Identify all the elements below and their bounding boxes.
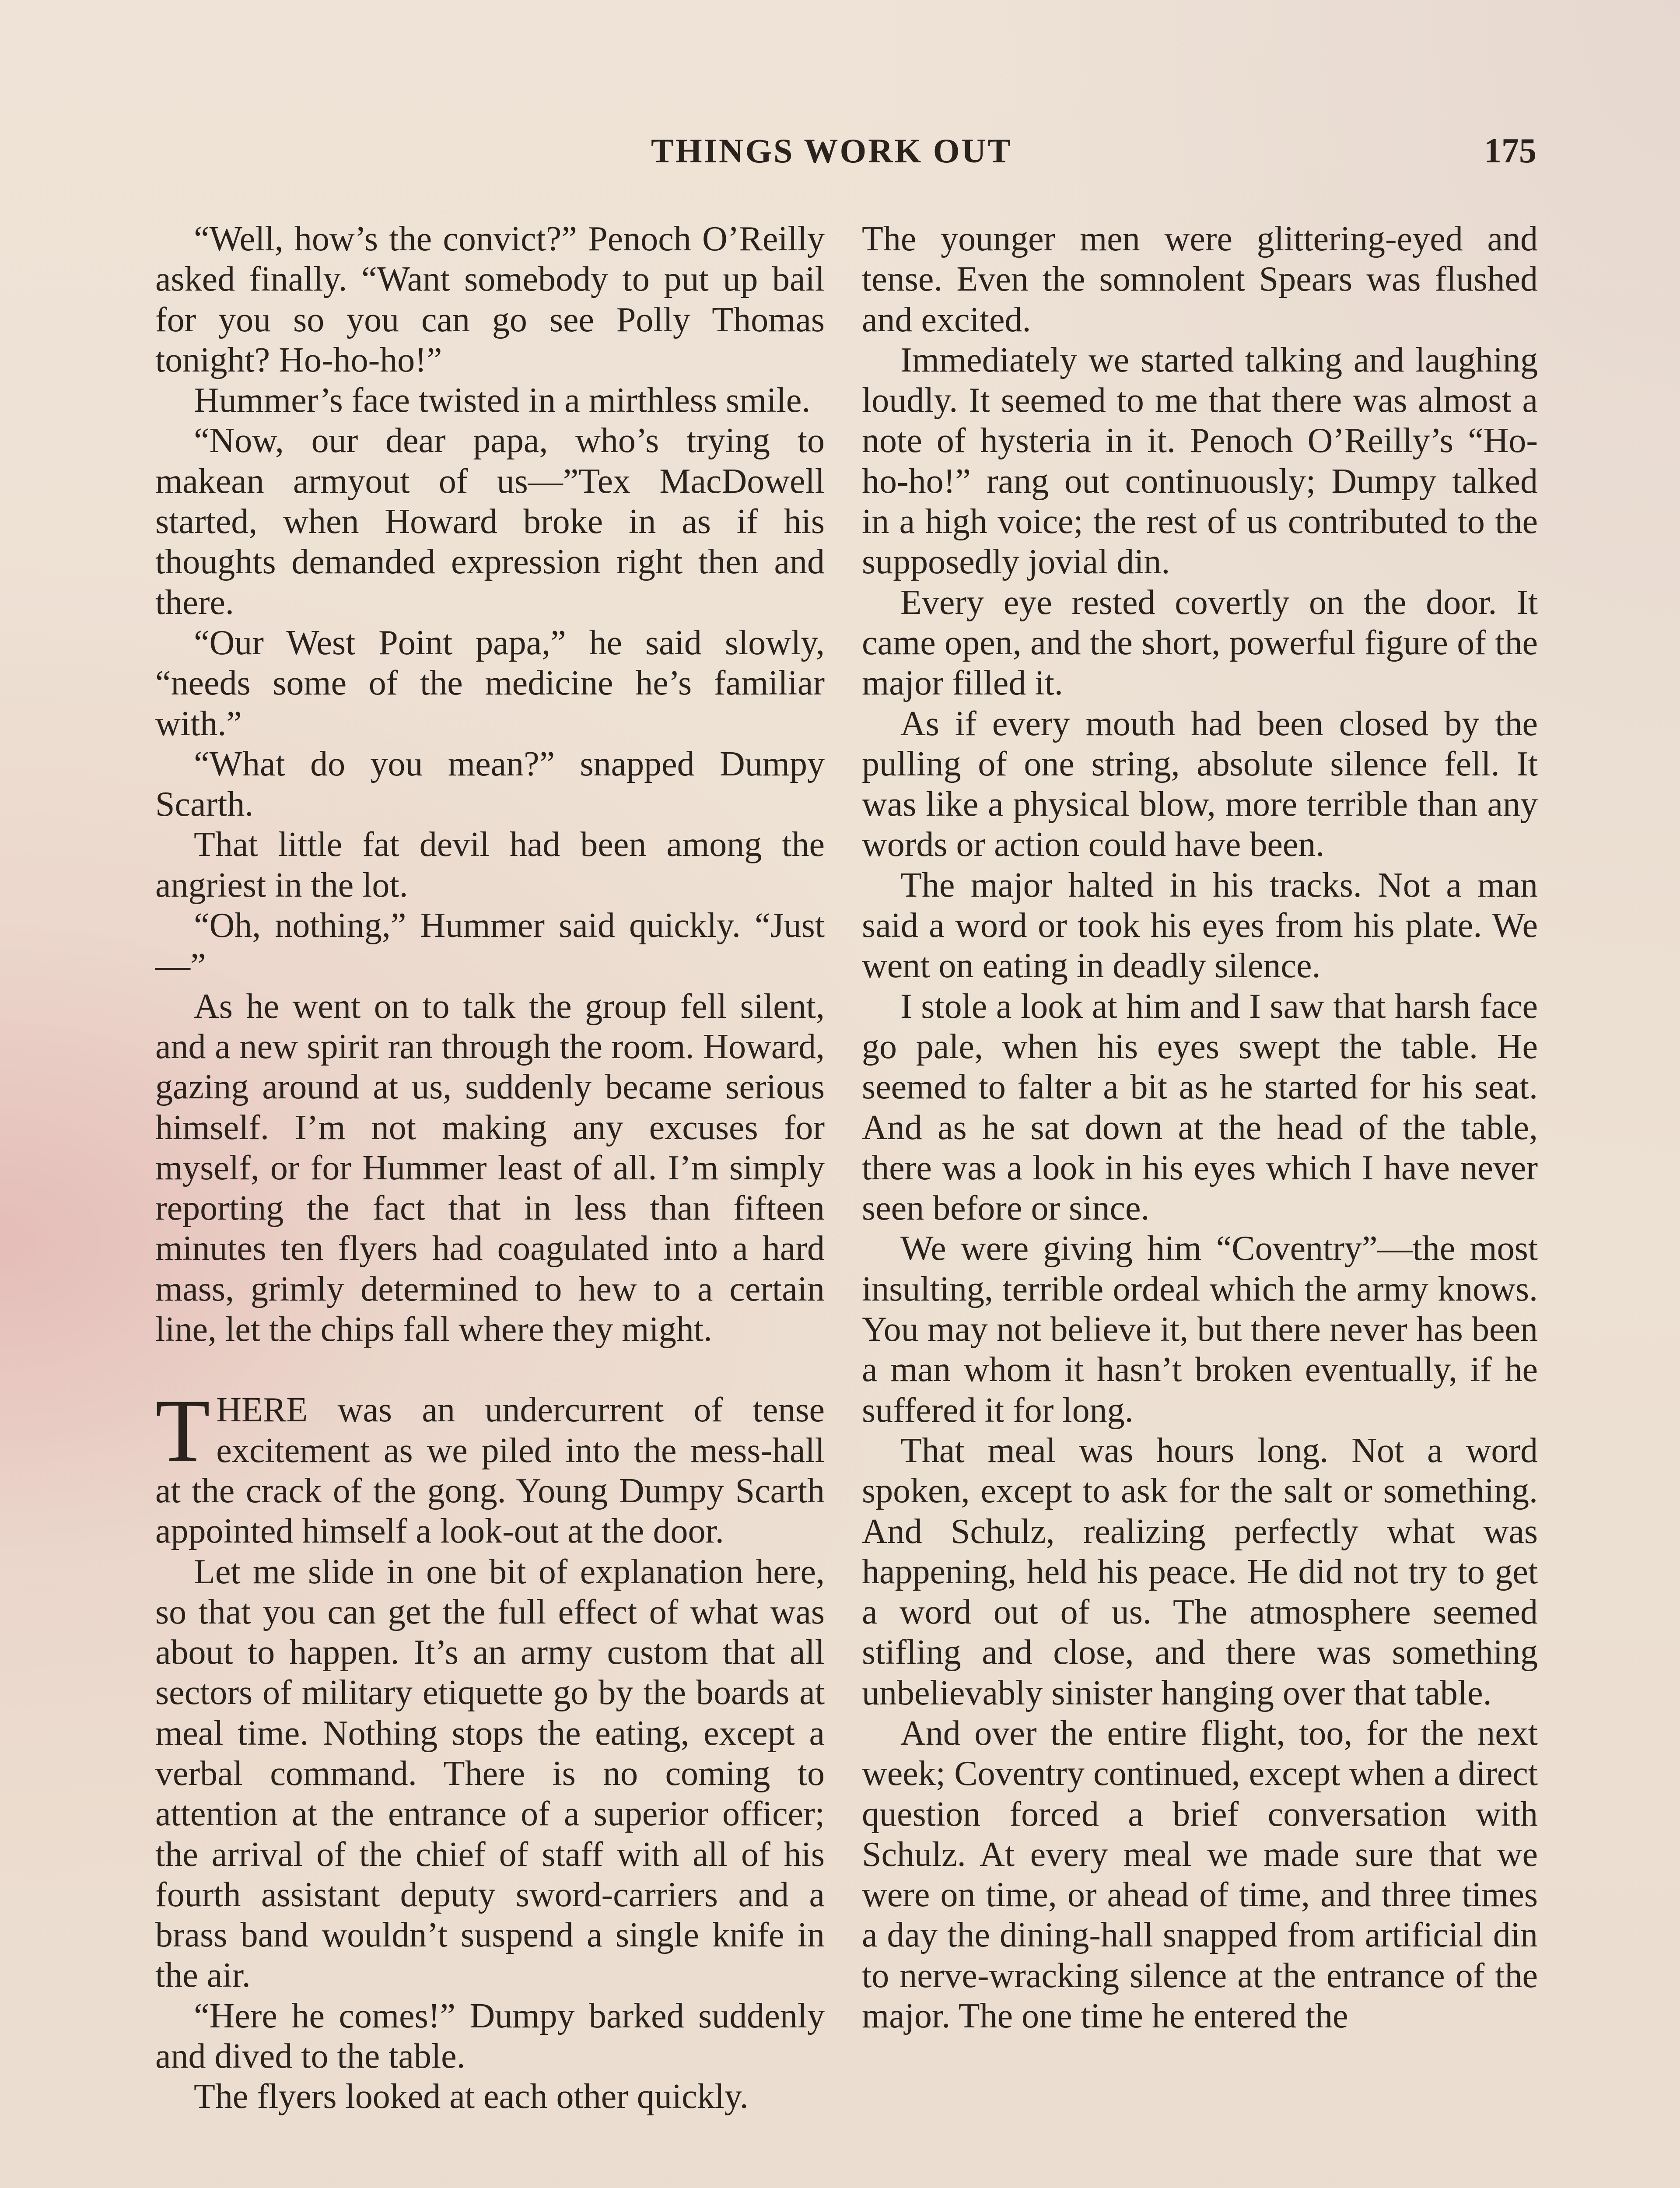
paragraph: “Oh, nothing,” Hummer said quickly. “Just—” [155,906,825,985]
left-column [155,219,825,2117]
opening-text: was an undercurrent of tense excitement as we piled into the mess-hall at the crack of the gong. Young Dumpy Scarth appointed himself a look-out at the door. [155,1391,825,1551]
paragraph: I stole a look at him and I saw that harsh face go pale, when his eyes swept the table. He seemed to falter a bit as he started for his seat. And as he sat down at the head of the table, there was a look in his eyes which I have never seen before or since. [862,987,1538,1228]
page-number: 175 [1484,132,1536,170]
paragraph: Every eye rested covertly on the door. It came open, and the short, powerful figure of the major filled it. [862,583,1538,703]
paragraph: That little fat devil had been among the angriest in the lot. [155,825,825,905]
continued-paragraph: The younger men were glittering-eyed and tense. Even the somnolent Spears was flushed and excited. [862,220,1538,339]
page-header [0,131,1680,184]
paragraph: “Well, how’s the convict?” Penoch O’Reilly asked finally. “Want somebody to put up bail for you so you can go see Polly Thomas tonight? Ho-ho-ho!” [155,220,825,379]
paragraph: “Our West Point papa,” he said slowly, “needs some of the medicine he’s familiar with.” [155,623,825,743]
paragraph: The flyers looked at each other quickly. [194,2077,749,2116]
running-title: THINGS WORK OUT [651,132,1012,170]
right-column [862,219,1538,2036]
paragraph: As he went on to talk the group fell silent, and a new spirit ran through the room. Howard, gazing around at us, suddenly became serious himself. I’m not making any excuses for myself, or for Hummer least of all. I’m simply reporting the fact that in less than fifteen minutes ten flyers had coagulated into a hard mass, grimly determined to hew to a certain line, let the chips fall where they might. [155,987,825,1349]
paragraph: “Here he comes!” Dumpy barked suddenly and dived to the table. [155,1996,825,2076]
paragraph: The major halted in his tracks. Not a man said a word or took his eyes from his plate. We went on eating in deadly silence. [862,866,1538,985]
section-opening-paragraph [155,1381,825,1551]
opening-word: HERE [216,1391,308,1430]
paragraph: We were giving him “Coventry”—the most insulting, terrible ordeal which the army knows. You may not believe it, but there never has been a man whom it hasn’t broken eventually, if he suffered it for long. [862,1229,1538,1430]
paragraph: Let me slide in one bit of explanation here, so that you can get the full effect of what was about to happen. It’s an army custom that all sectors of military etiquette go by the boards at meal time. Nothing stops the eating, except a verbal command. There is no coming to attention at the entrance of a superior officer; the arrival of the chief of staff with all of his fourth assistant deputy sword-carriers and a brass band wouldn’t suspend a single knife in the air. [155,1552,825,1995]
paragraph: That meal was hours long. Not a word spoken, except to ask for the salt or something. And Schulz, realizing perfectly what was happening, held his peace. He did not try to get a word out of us. The atmosphere seemed stifling and close, and there was something unbelievably sinister hanging over that table. [862,1431,1538,1712]
paragraph: “Now, our dear papa, who’s trying to makean armyout of us—”Tex MacDowell started, when Howard broke in as if his thoughts demanded expression right then and there. [155,421,825,622]
paragraph: “What do you mean?” snapped Dumpy Scarth. [155,744,825,824]
paragraph: As if every mouth had been closed by the pulling of one string, absolute silence fell. It was like a physical blow, more terrible than any words or action could have been. [862,704,1538,864]
paragraph: Immediately we started talking and laughing loudly. It seemed to me that there was almost a note of hysteria in it. Penoch O’Reilly’s “Ho-ho-ho!” rang out continuously; Dumpy talked in a high voice; the rest of us contributed to the supposedly jovial din. [862,340,1538,582]
paragraph: Hummer’s face twisted in a mirthless smile. [194,381,811,420]
drop-cap: T [155,1381,210,1481]
paragraph: And over the entire flight, too, for the next week; Coventry continued, except when a direct question forced a brief conversation with Schulz. At every meal we made sure that we were on time, or ahead of time, and three times a day the dining-hall snapped from artificial din to nerve-wracking silence at the entrance of the major. The one time he entered the [862,1714,1538,2036]
